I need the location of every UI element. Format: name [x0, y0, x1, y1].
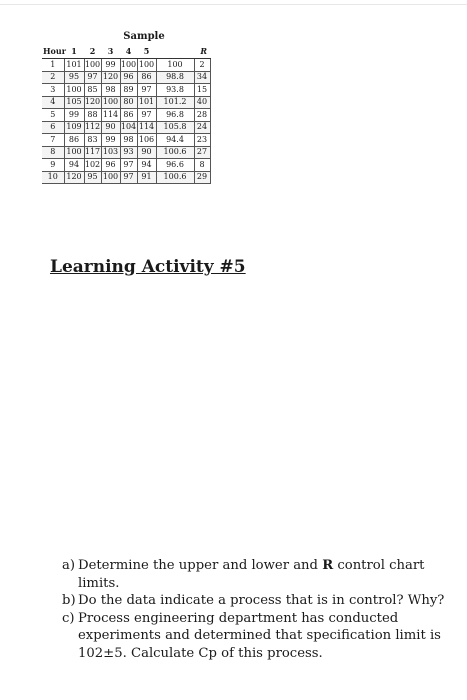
- header-mean: [156, 44, 194, 59]
- table-cell: 15: [194, 84, 210, 97]
- activity-heading: Learning Activity #5: [50, 257, 246, 277]
- table-cell: 94.4: [156, 134, 194, 147]
- table-row: [42, 84, 210, 97]
- table-cell: 23: [194, 134, 210, 147]
- table-cell: 100.6: [156, 171, 194, 184]
- table-body: [42, 59, 210, 184]
- question-r-symbol: R: [322, 558, 334, 573]
- question-text-part: control chart limits.: [78, 558, 425, 591]
- table-cell: 2: [194, 59, 210, 72]
- top-divider: [0, 4, 467, 5]
- table-cell: 90: [137, 146, 156, 159]
- table-cell: 80: [120, 96, 137, 109]
- table-row: [42, 159, 210, 172]
- table-cell: 96.6: [156, 159, 194, 172]
- sample-data-table: [42, 44, 211, 184]
- question-list: [62, 557, 457, 663]
- table-cell: 100: [64, 146, 84, 159]
- table-cell: 97: [84, 71, 101, 84]
- table-cell: 97: [120, 171, 137, 184]
- table-cell: 109: [64, 121, 84, 134]
- question-a: [62, 557, 457, 592]
- table-row: [42, 109, 210, 122]
- question-text: Do the data indicate a process that is in control? Why?: [78, 593, 445, 609]
- table-cell: 29: [194, 171, 210, 184]
- header-sample-3: 3: [101, 44, 120, 59]
- table-cell: 88: [84, 109, 101, 122]
- table-cell: 85: [84, 84, 101, 97]
- table-cell: 86: [137, 71, 156, 84]
- table-cell: 99: [64, 109, 84, 122]
- table-cell: 114: [137, 121, 156, 134]
- table-cell: 104: [120, 121, 137, 134]
- table-cell: 114: [101, 109, 120, 122]
- table-cell: 3: [42, 84, 64, 97]
- header-sample-2: 2: [84, 44, 101, 59]
- table-cell: 105: [64, 96, 84, 109]
- table-cell: 100: [120, 59, 137, 72]
- table-cell: 40: [194, 96, 210, 109]
- table-row: [42, 146, 210, 159]
- question-text: Process engineering department has conducted experiments and determined that specification limit is 102±5. Calculate Cp of this process.: [78, 610, 441, 661]
- table-cell: 24: [194, 121, 210, 134]
- question-text-part: Determine the upper and lower and: [78, 558, 323, 573]
- table-cell: 86: [120, 109, 137, 122]
- header-hour: Hour: [42, 44, 64, 59]
- table-cell: 96: [120, 71, 137, 84]
- table-cell: 34: [194, 71, 210, 84]
- table-cell: 100: [156, 59, 194, 72]
- table-cell: 102: [84, 159, 101, 172]
- table-cell: 6: [42, 121, 64, 134]
- table-header-row: [42, 44, 210, 59]
- table-cell: 120: [84, 96, 101, 109]
- table-row: [42, 134, 210, 147]
- table-cell: 100: [64, 84, 84, 97]
- question-label: a): [62, 558, 76, 573]
- table-cell: 120: [101, 71, 120, 84]
- table-cell: 95: [84, 171, 101, 184]
- table-cell: 101: [137, 96, 156, 109]
- table-cell: 101.2: [156, 96, 194, 109]
- table-cell: 91: [137, 171, 156, 184]
- table-row: [42, 59, 210, 72]
- table-cell: 8: [42, 146, 64, 159]
- table-cell: 9: [42, 159, 64, 172]
- question-label: c): [62, 610, 75, 626]
- table-cell: 2: [42, 71, 64, 84]
- table-cell: 120: [64, 171, 84, 184]
- header-sample-1: 1: [64, 44, 84, 59]
- table-cell: 105.8: [156, 121, 194, 134]
- table-row: [42, 171, 210, 184]
- table-cell: 93.8: [156, 84, 194, 97]
- table-cell: 8: [194, 159, 210, 172]
- table-cell: 103: [101, 146, 120, 159]
- header-sample-4: 4: [120, 44, 137, 59]
- table-cell: 99: [101, 59, 120, 72]
- table-cell: 100: [137, 59, 156, 72]
- table-cell: 100: [84, 59, 101, 72]
- table-cell: 100.6: [156, 146, 194, 159]
- table-cell: 97: [137, 84, 156, 97]
- table-cell: 5: [42, 109, 64, 122]
- table-cell: 101: [64, 59, 84, 72]
- table-cell: 1: [42, 59, 64, 72]
- question-text: [78, 557, 457, 592]
- table-cell: 94: [137, 159, 156, 172]
- table-cell: 86: [64, 134, 84, 147]
- header-range: R: [194, 44, 210, 59]
- table-cell: 83: [84, 134, 101, 147]
- table-row: [42, 121, 210, 134]
- table-cell: 98.8: [156, 71, 194, 84]
- table-cell: 98: [120, 134, 137, 147]
- table-row: [42, 96, 210, 109]
- table-cell: 90: [101, 121, 120, 134]
- table-cell: 89: [120, 84, 137, 97]
- question-label: b): [62, 593, 76, 609]
- table-cell: 27: [194, 146, 210, 159]
- table-cell: 96.8: [156, 109, 194, 122]
- table-cell: 106: [137, 134, 156, 147]
- table-cell: 100: [101, 96, 120, 109]
- table-cell: 98: [101, 84, 120, 97]
- table-cell: 100: [101, 171, 120, 184]
- table-cell: 4: [42, 96, 64, 109]
- table-cell: 96: [101, 159, 120, 172]
- table-cell: 10: [42, 171, 64, 184]
- sample-data-table-container: [42, 30, 210, 184]
- table-cell: 99: [101, 134, 120, 147]
- question-b: [62, 592, 457, 610]
- table-row: [42, 71, 210, 84]
- table-cell: 28: [194, 109, 210, 122]
- table-cell: 97: [137, 109, 156, 122]
- table-cell: 94: [64, 159, 84, 172]
- table-cell: 97: [120, 159, 137, 172]
- table-title: Sample: [123, 31, 165, 42]
- table-cell: 117: [84, 146, 101, 159]
- table-cell: 93: [120, 146, 137, 159]
- table-cell: 7: [42, 134, 64, 147]
- table-cell: 95: [64, 71, 84, 84]
- table-cell: 112: [84, 121, 101, 134]
- header-sample-5: 5: [137, 44, 156, 59]
- question-c: [62, 610, 457, 663]
